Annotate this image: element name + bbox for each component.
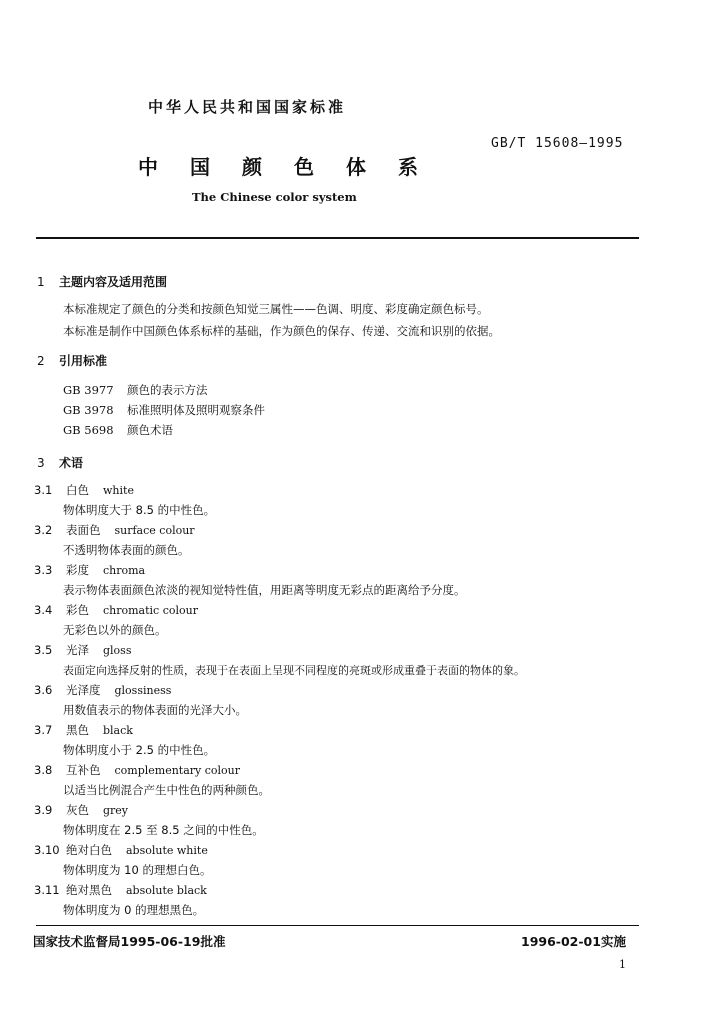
term-definition: 表面定向选择反射的性质，表现于在表面上呈现不同程度的亮斑或形成重叠于表面的物体的象。 xyxy=(63,664,525,677)
title-char: 体 xyxy=(346,155,366,179)
term-number: 3.5 xyxy=(34,643,53,657)
term-cn: 彩度 xyxy=(66,563,89,577)
section-heading xyxy=(37,273,167,290)
section-title: 引用标准 xyxy=(59,354,108,368)
approval-date: 国家技术监督局1995-06-19批准 xyxy=(33,934,226,949)
term-en: surface colour xyxy=(114,524,195,537)
term-cn: 白色 xyxy=(66,483,89,497)
section-heading xyxy=(37,352,107,369)
term-entry xyxy=(34,482,134,498)
term-number: 3.11 xyxy=(34,883,60,897)
section-number: 3 xyxy=(37,456,45,470)
paragraph: 本标准规定了颜色的分类和按颜色知觉三属性——色调、明度、彩度确定颜色标号。 xyxy=(63,302,489,316)
footer-divider xyxy=(36,925,639,926)
term-en: chromatic colour xyxy=(103,604,198,617)
term-definition: 表示物体表面颜色浓淡的视知觉特性值，用距离等明度无彩点的距离给予分度。 xyxy=(63,583,466,597)
term-en: white xyxy=(103,484,134,497)
term-en: gloss xyxy=(103,644,132,657)
term-entry xyxy=(34,882,207,898)
term-definition: 物体明度为 0 的理想黑色。 xyxy=(63,903,205,917)
term-definition: 物体明度大于 8.5 的中性色。 xyxy=(63,503,216,517)
term-number: 3.9 xyxy=(34,803,53,817)
term-entry xyxy=(34,722,133,738)
standard-code: GB/T 15608—1995 xyxy=(491,136,624,151)
term-entry xyxy=(34,562,145,578)
term-cn: 绝对黑色 xyxy=(66,883,112,897)
term-en: absolute white xyxy=(126,844,208,857)
term-definition: 无彩色以外的颜色。 xyxy=(63,623,167,637)
title-char: 色 xyxy=(294,155,314,179)
term-en: complementary colour xyxy=(114,764,241,777)
term-cn: 表面色 xyxy=(66,523,101,537)
term-cn: 光泽度 xyxy=(66,683,101,697)
reference-code: GB 3977 xyxy=(63,383,114,397)
title-char: 国 xyxy=(190,155,210,179)
term-en: glossiness xyxy=(114,684,172,697)
title-char: 颜 xyxy=(242,155,262,179)
reference-item xyxy=(63,422,173,438)
reference-title: 标准照明体及照明观察条件 xyxy=(127,403,265,417)
term-entry xyxy=(34,522,195,538)
reference-item xyxy=(63,382,208,398)
term-number: 3.3 xyxy=(34,563,53,577)
term-definition: 以适当比例混合产生中性色的两种颜色。 xyxy=(63,783,270,797)
section-heading xyxy=(37,454,83,471)
term-number: 3.1 xyxy=(34,483,53,497)
term-en: chroma xyxy=(103,564,146,577)
term-en: grey xyxy=(103,804,129,817)
title-char: 系 xyxy=(398,155,418,179)
term-definition: 物体明度为 10 的理想白色。 xyxy=(63,863,212,877)
term-entry xyxy=(34,802,128,818)
term-definition: 不透明物体表面的颜色。 xyxy=(63,543,190,557)
english-title: The Chinese color system xyxy=(192,190,357,204)
term-en: absolute black xyxy=(126,884,207,897)
term-number: 3.6 xyxy=(34,683,53,697)
reference-title: 颜色的表示方法 xyxy=(127,383,208,397)
reference-title: 颜色术语 xyxy=(127,423,173,437)
term-number: 3.4 xyxy=(34,603,53,617)
term-entry xyxy=(34,682,171,698)
section-number: 2 xyxy=(37,354,45,368)
term-entry xyxy=(34,602,198,618)
term-entry xyxy=(34,842,208,858)
term-entry xyxy=(34,762,240,778)
term-definition: 物体明度小于 2.5 的中性色。 xyxy=(63,743,216,757)
reference-code: GB 5698 xyxy=(63,423,114,437)
issuing-body: 中华人民共和国国家标准 xyxy=(148,98,347,116)
term-number: 3.7 xyxy=(34,723,53,737)
section-number: 1 xyxy=(37,275,45,289)
section-title: 主题内容及适用范围 xyxy=(59,275,168,289)
paragraph: 本标准是制作中国颜色体系标样的基础，作为颜色的保存、传递、交流和识别的依据。 xyxy=(63,324,500,338)
term-cn: 光泽 xyxy=(66,643,89,657)
term-cn: 彩色 xyxy=(66,603,89,617)
term-cn: 灰色 xyxy=(66,803,89,817)
term-number: 3.8 xyxy=(34,763,53,777)
term-entry xyxy=(34,642,131,658)
term-cn: 互补色 xyxy=(66,763,101,777)
term-definition: 用数值表示的物体表面的光泽大小。 xyxy=(63,703,247,717)
term-number: 3.2 xyxy=(34,523,53,537)
term-cn: 黑色 xyxy=(66,723,89,737)
document-title xyxy=(138,151,450,180)
term-cn: 绝对白色 xyxy=(66,843,112,857)
section-title: 术语 xyxy=(59,456,84,470)
page-number: 1 xyxy=(619,958,626,971)
term-definition: 物体明度在 2.5 至 8.5 之间的中性色。 xyxy=(63,823,264,837)
reference-item xyxy=(63,402,265,418)
header-divider xyxy=(36,237,639,239)
reference-code: GB 3978 xyxy=(63,403,114,417)
term-number: 3.10 xyxy=(34,843,60,857)
title-char: 中 xyxy=(138,155,158,179)
effective-date: 1996-02-01实施 xyxy=(521,934,626,949)
term-en: black xyxy=(103,724,133,737)
